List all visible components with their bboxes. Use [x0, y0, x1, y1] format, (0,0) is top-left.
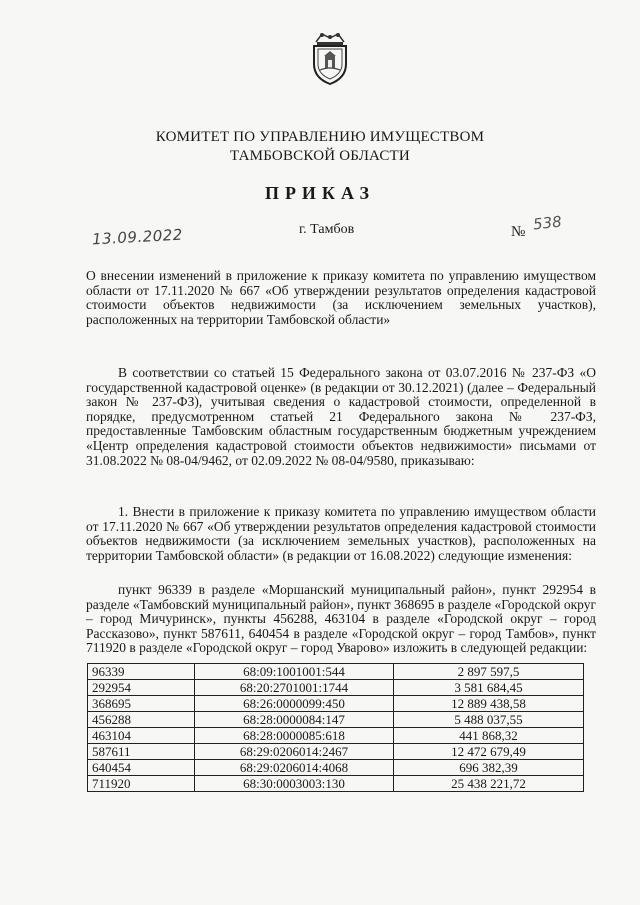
organization-line-2: ТАМБОВСКОЙ ОБЛАСТИ — [230, 148, 410, 164]
organization-line-1: КОМИТЕТ ПО УПРАВЛЕНИЮ ИМУЩЕСТВОМ — [155, 129, 485, 145]
item-number: 292954 — [88, 680, 195, 696]
organization-name — [0, 128, 640, 166]
table-row — [88, 776, 584, 792]
item-number: 96339 — [88, 664, 195, 680]
item-number: 711920 — [88, 776, 195, 792]
item-number: 368695 — [88, 696, 195, 712]
table-row — [88, 664, 584, 680]
table-row — [88, 680, 584, 696]
cadastral-value: 12 472 679,49 — [394, 744, 584, 760]
item-number: 456288 — [88, 712, 195, 728]
cadastral-value: 3 581 684,45 — [394, 680, 584, 696]
table-row — [88, 744, 584, 760]
handwritten-number: 538 — [532, 212, 563, 234]
coat-of-arms-icon — [308, 30, 352, 86]
cadastral-number: 68:29:0206014:4068 — [195, 760, 394, 776]
cadastral-value: 696 382,39 — [394, 760, 584, 776]
cadastral-number: 68:09:1001001:544 — [195, 664, 394, 680]
cadastral-number: 68:29:0206014:2467 — [195, 744, 394, 760]
cadastral-value: 5 488 037,55 — [394, 712, 584, 728]
cadastral-value: 2 897 597,5 — [394, 664, 584, 680]
body-paragraph-3: пункт 96339 в разделе «Моршанский муниципальный район», пункт 292954 в разделе «Тамбовский муниципальный район», пункт 368695 в разделе «Городской округ – город Мичуринск», пункты 456288, 463104 в разделе «Городской округ – город Рассказово», пункт 587611, 640454 в разделе «Городской округ – город Тамбов», пункт 711920 в разделе «Городской округ – город Уварово» изложить в следующей редакции: — [86, 582, 596, 656]
table-row — [88, 712, 584, 728]
city: г. Тамбов — [299, 222, 355, 237]
table-row — [88, 696, 584, 712]
cadastral-value: 441 868,32 — [394, 728, 584, 744]
cadastral-table — [87, 663, 584, 792]
table-row — [88, 760, 584, 776]
document-type: ПРИКАЗ — [264, 183, 376, 203]
body-paragraph-1: В соответствии со статьей 15 Федерального закона от 03.07.2016 № 237-ФЗ «О государственной кадастровой оценке» (в редакции от 30.12.2021) (далее – Федеральный закон № 237-ФЗ), учитывая сведения о кадастровой стоимости, определенной в порядке, предусмотренном статьей 21 Федерального закона № 237-ФЗ, предоставленные Тамбовским областным государственным бюджетным учреждением «Центр определения кадастровой стоимости объектов недвижимости» письмами от 31.08.2022 № 08-04/9462, от 02.09.2022 № 08-04/9580, приказываю: — [86, 365, 596, 468]
number-label: № — [511, 224, 526, 240]
cadastral-value: 25 438 221,72 — [394, 776, 584, 792]
order-subject: О внесении изменений в приложение к приказу комитета по управлению имуществом области от 17.11.2020 № 667 «Об утверждении результатов определения кадастровой стоимости объектов недвижимости (за исключением земельных участков), расположенных на территории Тамбовской области» — [86, 268, 596, 327]
cadastral-value: 12 889 438,58 — [394, 696, 584, 712]
item-number: 463104 — [88, 728, 195, 744]
body-paragraph-2: 1. Внести в приложение к приказу комитета по управлению имуществом области от 17.11.2020 № 667 «Об утверждении результатов определения кадастровой стоимости объектов недвижимости (за исключением земельных участков), расположенных на территории Тамбовской области» (в редакции от 16.08.2022) следующие изменения: — [86, 504, 596, 563]
cadastral-number: 68:26:0000099:450 — [195, 696, 394, 712]
handwritten-date: 13.09.2022 — [91, 225, 184, 249]
table-row — [88, 728, 584, 744]
cadastral-number: 68:20:2701001:1744 — [195, 680, 394, 696]
item-number: 587611 — [88, 744, 195, 760]
cadastral-number: 68:28:0000084:147 — [195, 712, 394, 728]
cadastral-number: 68:28:0000085:618 — [195, 728, 394, 744]
cadastral-number: 68:30:0003003:130 — [195, 776, 394, 792]
item-number: 640454 — [88, 760, 195, 776]
